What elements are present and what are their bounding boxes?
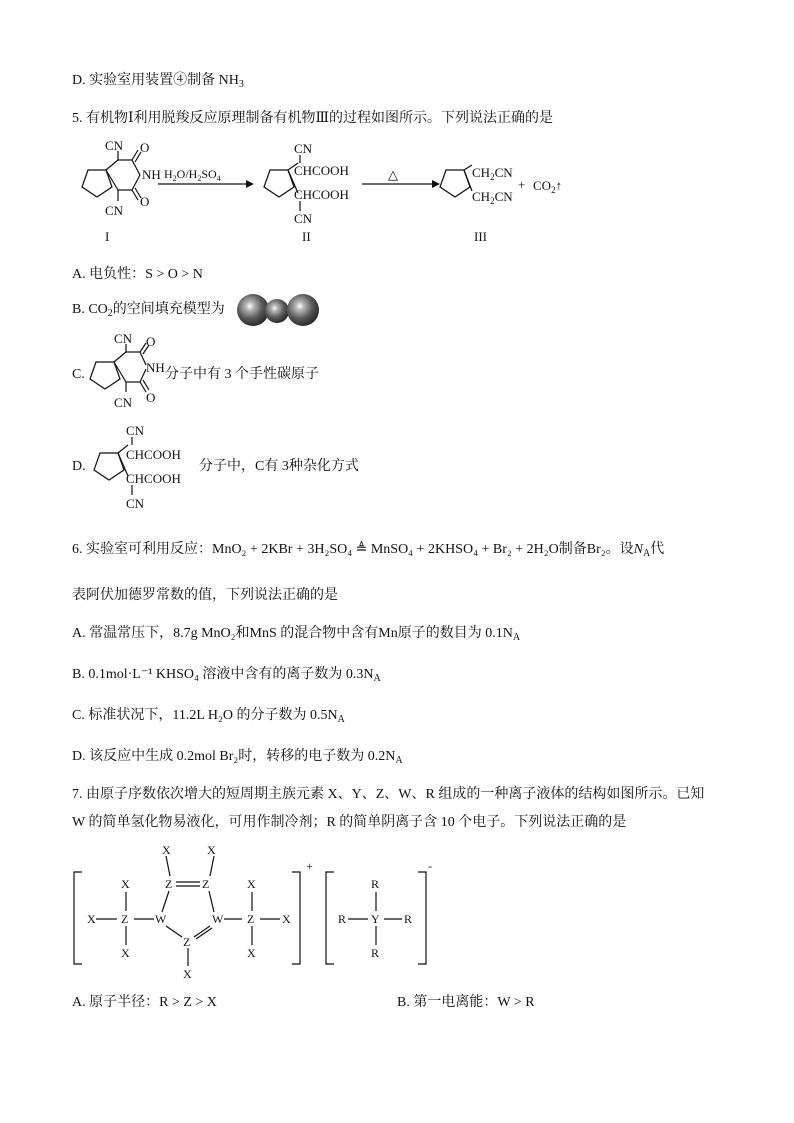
svg-text:R: R xyxy=(371,877,380,891)
svg-text:X: X xyxy=(87,912,96,926)
q5-option-d-prefix: D. xyxy=(72,459,86,474)
compound-ii-chcooh-top: CHCOOH xyxy=(294,163,349,178)
compound-iii-ch2cn-bottom: $CH_2CN$ xyxy=(472,189,513,206)
svg-text:Y: Y xyxy=(371,912,380,926)
q7-option-a: A. 原子半径：R > Z > X xyxy=(72,995,217,1010)
compound-i-structure xyxy=(82,150,141,201)
compound-ii-cn-bottom: CN xyxy=(294,211,313,226)
q5-option-a: A. 电负性：S > O > N xyxy=(72,267,203,282)
svg-text:R: R xyxy=(404,912,413,926)
svg-text:O: O xyxy=(146,390,156,405)
svg-text:CN: CN xyxy=(114,331,133,346)
q6-option-a: A. 常温常压下，8.7g MnO₂和MnS 的混合物中含有Mn原子的数目为 $0.1N_A$ xyxy=(72,626,521,643)
compound-i-o-top: O xyxy=(140,140,150,155)
svg-text:+: + xyxy=(306,859,313,873)
svg-text:Z: Z xyxy=(247,912,255,926)
q5-option-c-structure xyxy=(88,332,168,412)
compound-iii-structure xyxy=(440,165,472,197)
compound-iii-label: III xyxy=(474,229,487,244)
reaction-arrow-1-head xyxy=(246,180,254,188)
q5-option-b: B. $CO_2$的空间填充模型为 xyxy=(72,302,225,319)
svg-text:CHCOOH: CHCOOH xyxy=(126,447,181,462)
heat-symbol: △ xyxy=(388,167,398,182)
co2-model-c-center xyxy=(265,299,289,323)
svg-text:NH: NH xyxy=(146,360,165,375)
q7-option-b: B. 第一电离能：W > R xyxy=(397,995,535,1010)
svg-text:CN: CN xyxy=(126,496,145,511)
q6-stem-line2: 表阿伏加德罗常数的值，下列说法正确的是 xyxy=(72,588,338,603)
co2-model-o-right xyxy=(287,294,319,326)
q5-stem: 5. 有机物Ⅰ利用脱羧反应原理制备有机物Ⅲ的过程如图所示。下列说法正确的是 xyxy=(72,111,554,126)
compound-i-label: I xyxy=(105,229,110,244)
q5-reaction-scheme xyxy=(60,135,600,255)
svg-text:X: X xyxy=(121,946,130,960)
compound-i-cn-top: CN xyxy=(105,138,124,153)
svg-text:W: W xyxy=(155,912,167,926)
q5-option-d-text: 分子中，C有 3种杂化方式 xyxy=(199,459,359,474)
svg-text:Z: Z xyxy=(183,935,191,949)
compound-iii-ch2cn-top: $CH_2CN$ xyxy=(472,165,513,182)
svg-text:X: X xyxy=(162,843,171,857)
q6-option-d: D. 该反应中生成 0.2mol Br₂时，转移的电子数为 $0.2N_A$ xyxy=(72,749,403,766)
reagent-label: $H_2O/H_2SO_4$ xyxy=(164,167,221,183)
svg-text:Z: Z xyxy=(202,877,210,891)
svg-text:X: X xyxy=(282,912,291,926)
q5-option-c-prefix: C. xyxy=(72,367,85,382)
svg-text:W: W xyxy=(212,912,224,926)
q6-stem-line1: 6. 实验室可利用反应：MnO₂ + 2KBr + 3H₂SO₄ ≜ MnSO₄ + 2KHSO₄ + Br₂ + 2H₂O制备Br₂。设$N_A$代 xyxy=(72,542,665,559)
q6-equation: MnO₂ + 2KBr + 3H₂SO₄ ≜ MnSO₄ + 2KHSO₄ + Br₂ + 2H₂O xyxy=(212,542,559,557)
svg-text:X: X xyxy=(183,967,192,981)
svg-text:X: X xyxy=(207,843,216,857)
q5-option-c-text: 分子中有 3 个手性碳原子 xyxy=(165,367,319,382)
q7-ionic-liquid-structure xyxy=(70,840,440,980)
compound-i-cn-bottom: CN xyxy=(105,203,124,218)
svg-text:CHCOOH: CHCOOH xyxy=(126,471,181,486)
svg-text:CN: CN xyxy=(126,423,145,438)
compound-i-o-bottom: O xyxy=(140,194,150,209)
compound-ii-chcooh-bottom: CHCOOH xyxy=(294,187,349,202)
compound-ii-cn-top: CN xyxy=(294,141,313,156)
compound-ii-label: II xyxy=(302,229,311,244)
q5-option-d-structure xyxy=(92,420,202,515)
svg-text:X: X xyxy=(247,877,256,891)
q6-option-c: C. 标准状况下，11.2L H₂O 的分子数为 $0.5N_A$ xyxy=(72,708,345,725)
svg-text:X: X xyxy=(247,946,256,960)
svg-text:X: X xyxy=(121,877,130,891)
svg-text:Z: Z xyxy=(165,877,173,891)
svg-text:CN: CN xyxy=(114,395,133,410)
plus-sign: + xyxy=(518,177,526,192)
q4-option-d: D. 实验室用装置④制备 $NH_3$ xyxy=(72,73,244,90)
compound-i-nh: NH xyxy=(142,167,161,182)
co2-product: $CO_2↑$ xyxy=(533,178,563,195)
reaction-arrow-2-head xyxy=(432,180,440,188)
svg-text:Z: Z xyxy=(121,912,129,926)
svg-text:R: R xyxy=(371,946,380,960)
svg-text:-: - xyxy=(428,859,432,873)
q7-stem-line2: W 的简单氢化物易液化，可用作制冷剂；R 的简单阴离子含 10 个电子。下列说法正确的是 xyxy=(72,815,627,830)
q7-stem-line1: 7. 由原子序数依次增大的短周期主族元素 X、Y、Z、W、R 组成的一种离子液体的结构如图所示。已知 xyxy=(72,787,705,802)
svg-text:O: O xyxy=(146,334,156,349)
svg-text:R: R xyxy=(338,912,347,926)
q6-option-b: B. 0.1mol·L⁻¹ KHSO₄ 溶液中含有的离子数为 $0.3N_A$ xyxy=(72,667,381,684)
